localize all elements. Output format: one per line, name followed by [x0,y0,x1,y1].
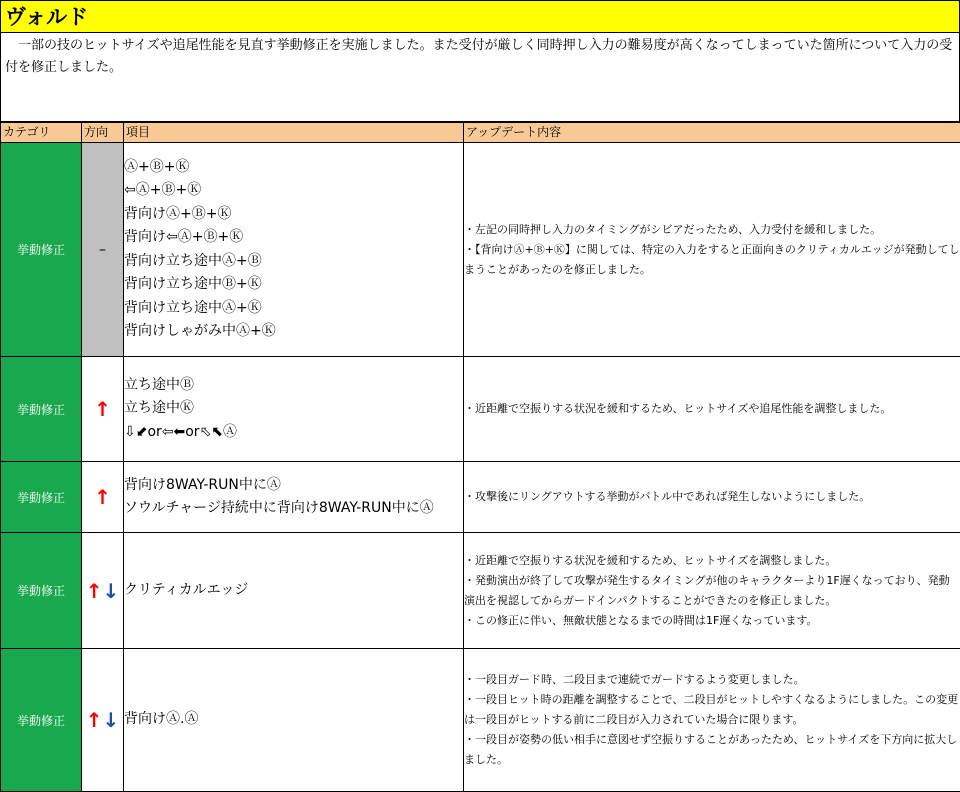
table-row [1,462,960,533]
detail-line: ・【背向けⒶ+Ⓑ+Ⓚ】に関しては、特定の入力をすると正面向きのクリティカルエッジが発動してしまうことがあったのを修正しました。 [464,242,960,276]
details-cell [464,357,960,462]
category-cell: 挙動修正 [1,143,82,357]
item-line: ⇩⬋or⇦⬅or⬁⬉Ⓐ [124,423,238,440]
header-item: 項目 [124,123,464,143]
update-table [0,122,960,792]
detail-line: ・近距離で空振りする状況を緩和するため、ヒットサイズを調整しました。 [464,553,837,567]
direction-cell [82,357,124,462]
details-cell [464,143,960,357]
items-cell [124,462,464,533]
page-title: ヴォルド [0,0,960,33]
items-cell [124,357,464,462]
detail-line: ・一段目ヒット時の距離を調整することで、二段目がヒットしやすくなるようにしました。この変更は一段目がヒットする前に二段目が入力されていた場合に限ります。 [464,693,959,726]
table-row [1,357,960,462]
detail-line: ・一段目ガード時、二段目まで連続でガードするよう変更しました。 [464,673,805,686]
category-cell: 挙動修正 [1,649,82,792]
items-cell [124,649,464,792]
details-cell [464,533,960,649]
detail-line: ・左記の同時押し入力のタイミングがシビアだったため、入力受付を緩和しました。 [464,222,882,236]
item-line: 背向けしゃがみ中Ⓐ+Ⓚ [124,323,276,339]
item-line: Ⓐ+Ⓑ+Ⓚ [124,158,190,175]
category-cell: 挙動修正 [1,533,82,649]
item-line: クリティカルエッジ [124,581,249,598]
item-line: ⇦Ⓐ+Ⓑ+Ⓚ [124,182,202,198]
detail-line: ・近距離で空振りする状況を緩和するため、ヒットサイズや追尾性能を調整しました。 [464,402,892,415]
table-row [1,143,960,357]
item-line: 背向け⇦Ⓐ+Ⓑ+Ⓚ [124,229,244,245]
item-line: 背向け8WAY-RUN中にⒶ [124,476,281,493]
header-direction: 方向 [82,123,124,143]
arrow-down-icon: ↓ [102,708,120,732]
details-cell [464,462,960,533]
table-row [1,533,960,649]
detail-line: ・この修正に伴い、無敵状態となるまでの時間は1F遅くなっています。 [464,613,818,627]
direction-none: – [82,143,124,357]
arrow-down-icon: ↓ [102,578,120,603]
detail-line: ・一段目が姿勢の低い相手に意図せず空振りすることがあったため、ヒットサイズを下方向に拡大しました。 [464,733,958,766]
table-row [1,649,960,792]
arrow-up-icon: ↑ [94,397,111,421]
item-line: 背向け立ち途中Ⓑ+Ⓚ [124,276,262,292]
item-line: 背向けⒶ+Ⓑ+Ⓚ [124,205,232,222]
item-line: 立ち途中Ⓑ [124,376,194,393]
item-line: 背向け立ち途中Ⓐ+Ⓑ [124,252,262,269]
detail-line: ・発動演出が終了して攻撃が発生するタイミングが他のキャラクターより1F遅くなっており、発動演出を視認してからガードインパクトすることができたのを修正しました。 [464,573,950,607]
item-line: ソウルチャージ持続中に背向け8WAY-RUN中にⒶ [124,500,434,516]
details-cell [464,649,960,792]
item-line: 背向け立ち途中Ⓐ+Ⓚ [124,299,262,316]
arrow-up-icon: ↑ [94,485,111,509]
category-cell: 挙動修正 [1,462,82,533]
direction-cell [82,533,124,649]
item-line: 背向けⒶ.Ⓐ [124,711,199,728]
detail-line: ・攻撃後にリングアウトする挙動がバトル中であれば発生しないようにしました。 [464,490,871,503]
direction-cell [82,462,124,533]
header-update: アップデート内容 [464,123,960,143]
item-line: 立ち途中Ⓚ [124,400,194,417]
category-cell: 挙動修正 [1,357,82,462]
arrow-up-icon: ↑ [85,578,103,603]
direction-cell [82,649,124,792]
items-cell [124,533,464,649]
intro-text: 一部の技のヒットサイズや追尾性能を見直す挙動修正を実施しました。また受付が厳しく同時押し入力の難易度が高くなってしまっていた箇所について入力の受付を修正しました。 [0,33,960,122]
arrow-up-icon: ↑ [85,708,103,732]
header-category: カテゴリ [1,123,82,143]
items-cell [124,143,464,357]
table-header-row [1,123,960,143]
